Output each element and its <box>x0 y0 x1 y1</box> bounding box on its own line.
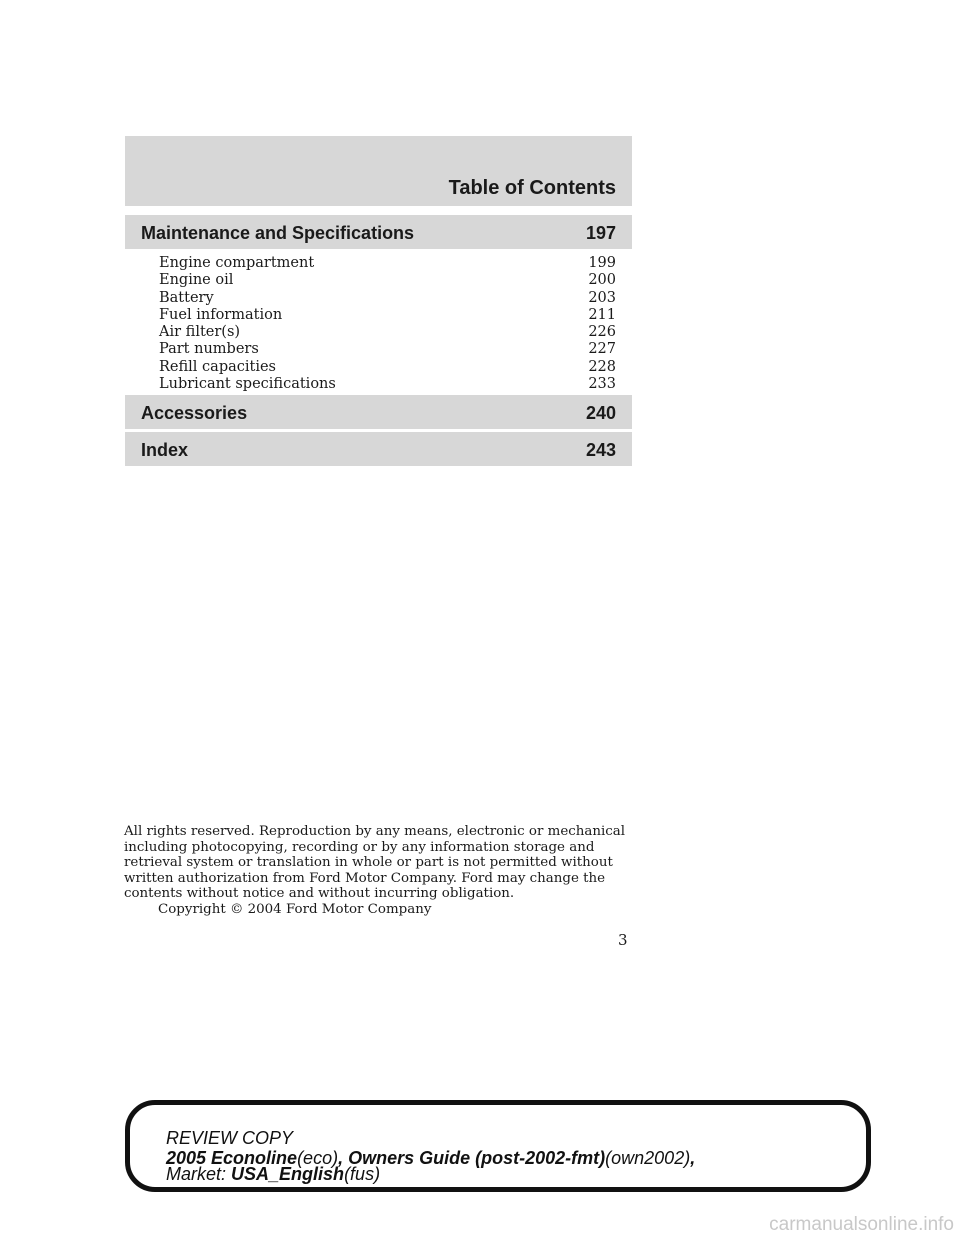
toc-entry-label: Lubricant specifications <box>159 376 336 393</box>
toc-entry-page: 227 <box>588 341 616 358</box>
section-page: 240 <box>585 403 616 423</box>
separator: , <box>690 1148 696 1168</box>
toc-entry[interactable] <box>159 359 616 376</box>
toc-entry-label: Part numbers <box>159 341 259 358</box>
toc-entry-page: 228 <box>588 358 616 375</box>
toc-entry-list <box>159 255 616 393</box>
toc-entry[interactable] <box>159 290 616 307</box>
section-page: 243 <box>585 440 616 460</box>
rights-notice: All rights reserved. Reproduction by any means, electronic or mechanical including photocopying, recording or by any information storage and retrieval system or translation in whole or part is not permitted without written authorization from Ford Motor Company. Ford may change the contents without notice and without incurring obligation. <box>124 824 626 902</box>
toc-entry[interactable] <box>159 255 616 272</box>
copyright-notice: Copyright © 2004 Ford Motor Company <box>158 902 432 917</box>
section-page: 197 <box>585 223 616 243</box>
toc-entry-label: Engine compartment <box>159 255 315 271</box>
guide-name: Owners Guide (post-2002-fmt) <box>348 1148 606 1168</box>
toc-entry-page: 203 <box>588 289 616 306</box>
market-name: USA_English <box>231 1164 345 1184</box>
toc-entry-page: 200 <box>588 272 616 289</box>
model-code: (eco) <box>297 1148 339 1168</box>
toc-entry-page: 199 <box>588 255 616 271</box>
review-copy-box <box>125 1100 871 1192</box>
page-number: 3 <box>618 931 628 949</box>
toc-entry[interactable] <box>159 307 616 324</box>
toc-entry-label: Fuel information <box>159 306 283 323</box>
toc-entry[interactable] <box>159 272 616 289</box>
toc-entry-label: Air filter(s) <box>159 324 241 341</box>
toc-section-accessories[interactable] <box>125 395 632 429</box>
market-label: Market: <box>166 1164 227 1184</box>
guide-code: (own2002) <box>605 1148 691 1168</box>
section-title: Accessories <box>141 403 248 423</box>
toc-entry[interactable] <box>159 324 616 341</box>
review-copy-label: REVIEW COPY <box>166 1128 294 1148</box>
toc-section-index[interactable] <box>125 432 632 466</box>
section-title: Maintenance and Specifications <box>141 223 415 243</box>
page-title: Table of Contents <box>448 177 616 199</box>
separator: , <box>338 1148 349 1168</box>
model-name: 2005 Econoline <box>166 1148 298 1168</box>
section-title: Index <box>141 440 189 460</box>
toc-entry-label: Engine oil <box>159 272 234 289</box>
toc-entry-label: Refill capacities <box>159 358 276 375</box>
review-market-line <box>166 1165 380 1183</box>
site-watermark: carmanualsonline.info <box>769 1214 954 1235</box>
toc-entry[interactable] <box>159 376 616 393</box>
toc-entry-page: 233 <box>588 376 616 393</box>
toc-header <box>125 136 632 206</box>
toc-section-maintenance[interactable] <box>125 215 632 249</box>
toc-entry[interactable] <box>159 341 616 358</box>
toc-entry-label: Battery <box>159 289 214 306</box>
toc-entry-page: 226 <box>588 324 616 341</box>
toc-entry-page: 211 <box>588 306 616 323</box>
market-code: (fus) <box>344 1164 381 1184</box>
